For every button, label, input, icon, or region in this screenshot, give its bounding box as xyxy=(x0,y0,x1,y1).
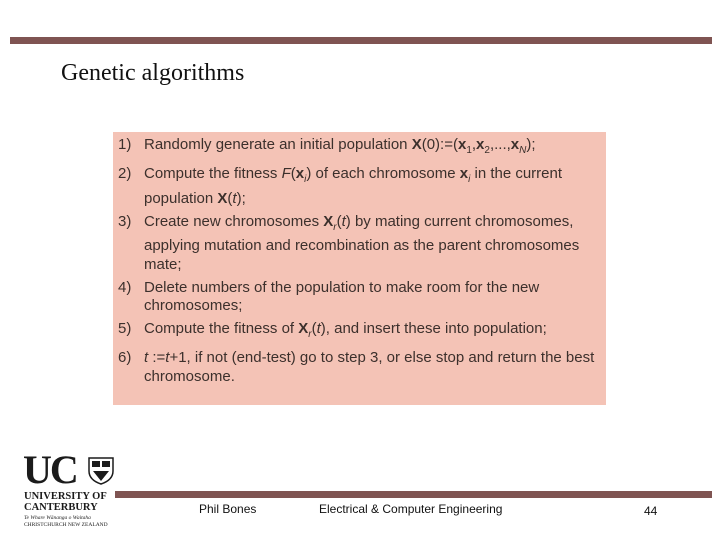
step-text-fragment: x xyxy=(295,165,305,182)
step-text-fragment: (0):=( xyxy=(421,136,458,153)
step-text-fragment: 2 xyxy=(484,145,490,156)
step-text-fragment: ) of each chromosome xyxy=(306,165,460,182)
step-item xyxy=(118,349,600,386)
step-text-fragment: X xyxy=(411,136,422,153)
step-text-fragment: ); xyxy=(526,136,536,153)
step-text xyxy=(144,320,600,345)
top-divider xyxy=(10,37,712,44)
step-text-fragment: ); xyxy=(236,189,246,207)
step-item xyxy=(118,136,600,161)
algorithm-steps-list xyxy=(118,136,600,391)
step-text-fragment: X xyxy=(323,212,334,230)
step-text-fragment: x xyxy=(510,136,520,153)
step-text-fragment: +1, if not (end-test) go to step 3, or else stop and return the best chromosome. xyxy=(144,349,595,385)
step-text-fragment: ( xyxy=(336,212,342,230)
logo-text-line-3: Te Whare Wānanga o Waitaha xyxy=(24,515,91,521)
step-text-fragment: x xyxy=(476,136,485,153)
step-text-fragment: ) by mating current chromosomes, applying mutation and recombination as the parent chromosomes mate; xyxy=(144,212,580,273)
logo-mark: UC xyxy=(23,447,77,492)
step-number: 6) xyxy=(118,349,132,366)
step-text xyxy=(144,213,600,275)
step-text-fragment: t xyxy=(316,320,321,337)
step-text-fragment: N xyxy=(519,145,527,156)
step-text-fragment: 1 xyxy=(466,145,472,156)
step-text-fragment: in the current population xyxy=(144,165,563,207)
step-text-fragment: X xyxy=(298,320,309,337)
step-number: 1) xyxy=(118,136,132,153)
step-text xyxy=(144,279,600,316)
step-text-fragment: t xyxy=(165,349,170,366)
step-text xyxy=(144,136,600,161)
algorithm-steps-box xyxy=(113,132,606,405)
step-item xyxy=(118,213,600,275)
step-text-fragment: , xyxy=(471,136,477,153)
step-text-fragment: x xyxy=(459,165,469,182)
step-text-fragment: Randomly generate an initial population xyxy=(144,136,412,153)
step-text-fragment: r xyxy=(333,221,337,233)
logo-text-line-4: CHRISTCHURCH NEW ZEALAND xyxy=(24,522,108,528)
step-text-fragment: x xyxy=(457,136,467,153)
step-number: 2) xyxy=(118,165,132,182)
logo-text-line-1: UNIVERSITY OF xyxy=(24,491,107,502)
footer-author: Phil Bones xyxy=(199,502,257,516)
step-text-fragment: t xyxy=(232,189,237,207)
step-text xyxy=(144,165,600,208)
step-text-fragment: Create new chromosomes xyxy=(144,212,324,230)
crest-icon xyxy=(88,457,114,485)
step-text-fragment: := xyxy=(148,349,166,366)
step-text-fragment: Compute the fitness xyxy=(144,165,282,182)
step-text-fragment: r xyxy=(308,329,312,340)
page-title: Genetic algorithms xyxy=(61,60,245,86)
step-text-fragment: t xyxy=(144,349,149,366)
step-text-fragment: ,..., xyxy=(489,136,511,153)
logo-text-line-2: CANTERBURY xyxy=(24,502,98,513)
step-text-fragment: ( xyxy=(227,189,233,207)
step-text-fragment: ), and insert these into population; xyxy=(320,320,547,337)
step-item xyxy=(118,279,600,316)
step-text-fragment: F xyxy=(281,165,291,182)
step-text-fragment: t xyxy=(341,212,346,230)
step-number: 4) xyxy=(118,278,132,296)
step-number: 3) xyxy=(118,212,132,230)
university-logo xyxy=(22,447,117,530)
step-text xyxy=(144,349,600,386)
step-item xyxy=(118,165,600,208)
step-text-fragment: i xyxy=(468,174,471,185)
bottom-divider xyxy=(115,491,712,498)
step-item xyxy=(118,320,600,345)
step-number: 5) xyxy=(118,320,132,337)
step-text-fragment: Compute the fitness of xyxy=(144,320,299,337)
step-text-fragment: i xyxy=(304,174,307,185)
step-text-fragment: X xyxy=(217,189,228,207)
step-text-fragment: ( xyxy=(311,320,317,337)
step-text-fragment: ( xyxy=(290,165,296,182)
page-number: 44 xyxy=(644,504,658,518)
step-text-fragment: Delete numbers of the population to make room for the new chromosomes; xyxy=(144,278,540,314)
footer-department: Electrical & Computer Engineering xyxy=(319,502,503,516)
